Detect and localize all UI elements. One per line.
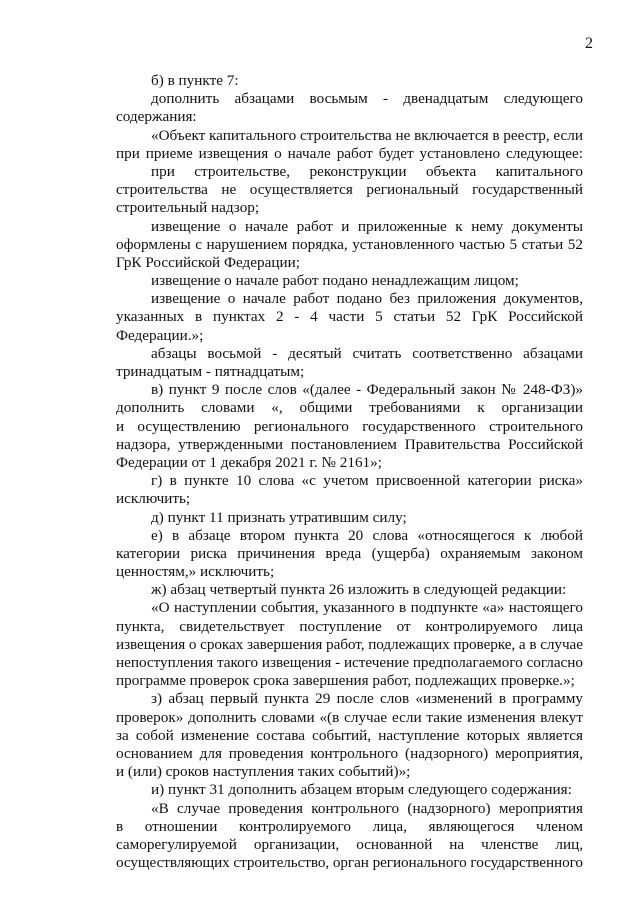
- text-line: непоступления такого извещения - истечение предполагаемого согласно: [116, 654, 583, 671]
- text-line: извещение о начале работ подано без приложения документов,: [151, 290, 583, 308]
- text-line: «В случае проведения контрольного (надзорного) мероприятия: [151, 799, 583, 817]
- text-line: осуществляющих строительство, орган регионального государственного: [116, 854, 583, 872]
- text-line: тринадцатым - пятнадцатым;: [116, 363, 305, 380]
- text-line: и) пункт 31 дополнить абзацем вторым следующего содержания:: [151, 781, 572, 799]
- text-line: строительный надзор;: [116, 199, 260, 217]
- text-line: е) в абзаце втором пункта 20 слова «относящегося к любой: [151, 526, 583, 544]
- text-line: категории риска причинения вреда (ущерба) охраняемым законом: [116, 544, 583, 562]
- text-line: пункта, свидетельствует поступление от контролируемого лица: [116, 617, 583, 635]
- text-line: саморегулируемой организации, основанной на членстве лиц,: [116, 835, 583, 853]
- text-line: «О наступлении события, указанного в подпункте «а» настоящего: [151, 599, 583, 617]
- text-line: проверок» дополнить словами «(в случае если такие изменения влекут: [116, 708, 583, 726]
- text-line: извещения о сроках завершения работ, подлежащих проверке, а в случае: [116, 635, 583, 653]
- text-line: строительства не осуществляется региональный государственный: [116, 181, 583, 199]
- text-line: программе проверок срока завершения работ, подлежащих проверке.»;: [116, 672, 575, 690]
- text-line: извещение о начале работ подано ненадлежащим лицом;: [151, 272, 519, 290]
- text-line: ж) абзац четвертый пункта 26 изложить в следующей редакции:: [151, 581, 567, 599]
- page-number: 2: [585, 35, 593, 52]
- text-line: и осуществлению регионального государственного строительного: [116, 417, 583, 435]
- text-line: в) пункт 9 после слов «(далее - Федеральный закон № 248-ФЗ)»: [151, 381, 583, 399]
- text-line: извещение о начале работ и приложенные к нему документы: [151, 217, 583, 235]
- text-line: ценностям,» исключить;: [116, 563, 275, 581]
- text-line: з) абзац первый пункта 29 после слов «изменений в программу: [151, 690, 583, 708]
- text-line: г) в пункте 10 слова «с учетом присвоенной категории риска»: [151, 472, 583, 490]
- text-line: за собой изменение состава событий, наступление которых является: [116, 726, 583, 744]
- text-line: надзора, утвержденными постановлением Правительства Российской: [116, 435, 583, 453]
- text-line: указанных в пунктах 2 - 4 части 5 статьи 52 ГрК Российской: [116, 308, 583, 326]
- text-line: ГрК Российской Федерации;: [116, 253, 300, 271]
- text-line: дополнить абзацами восьмым - двенадцатым следующего: [151, 90, 583, 108]
- document-body: [116, 72, 583, 872]
- text-line: содержания:: [116, 108, 197, 126]
- text-line: исключить;: [116, 490, 191, 508]
- text-line: абзацы восьмой - десятый считать соответственно абзацами: [151, 344, 583, 362]
- text-line: оформлены с нарушением порядка, установленного частью 5 статьи 52: [116, 235, 583, 253]
- text-line: б) в пункте 7:: [151, 72, 239, 89]
- text-line: при строительстве, реконструкции объекта капитального: [151, 162, 583, 180]
- text-line: дополнить словами «, общими требованиями к организации: [116, 399, 583, 417]
- text-line: Федерации от 1 декабря 2021 г. № 2161»;: [116, 453, 382, 471]
- text-line: основанием для проведения контрольного (надзорного) мероприятия,: [116, 744, 583, 762]
- text-line: в отношении контролируемого лица, являющегося членом: [116, 817, 583, 835]
- text-line: «Объект капитального строительства не включается в реестр, если: [151, 126, 583, 144]
- text-line: д) пункт 11 признать утратившим силу;: [151, 508, 407, 526]
- text-line: и (или) сроков наступления таких событий)»;: [116, 763, 411, 781]
- text-line: при приеме извещения о начале работ будет установлено следующее:: [116, 144, 583, 162]
- text-line: Федерации.»;: [116, 326, 204, 344]
